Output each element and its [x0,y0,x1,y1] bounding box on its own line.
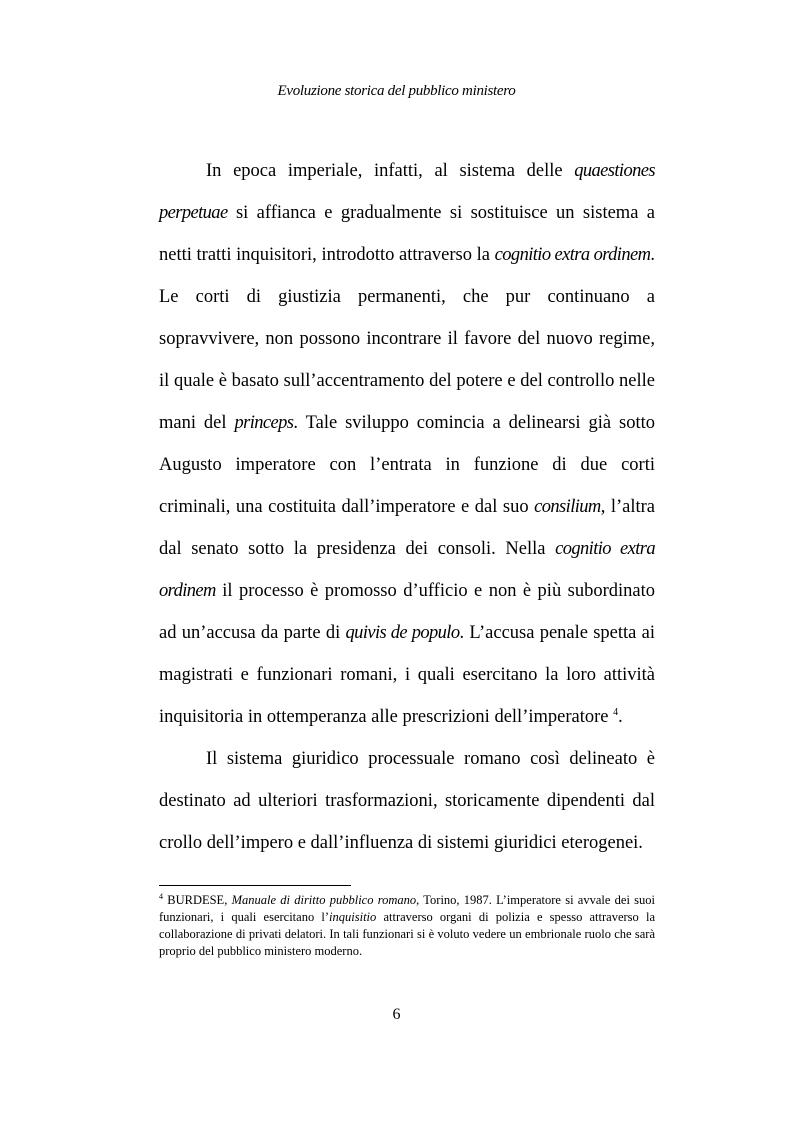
italic-term: quivis de populo [345,623,460,643]
italic-term: inquisitio [329,910,377,924]
running-header: Evoluzione storica del pubblico ministero [277,83,516,99]
text-run: il processo è promosso d’ufficio e non è più subordinato ad un’accusa da parte di [159,581,655,643]
paragraph [159,150,655,738]
italic-term: cognitio extra ordinem [494,245,651,265]
text-run: si affianca e gradualmente si sostituisce un sistema a netti tratti inquisitori, introdotto attraverso la [159,203,655,265]
footnote-marker: 4 [159,892,163,901]
text-run: , l’altra dal senato sotto la presidenza dei consoli. Nella [159,497,655,559]
text-run: , Torino, 1987. L’imperatore si avvale dei suoi funzionari, i quali esercitano l’ [159,893,655,924]
italic-term: quaestiones perpetuae [159,161,655,223]
italic-term: cognitio extra ordinem [159,539,655,601]
text-run: Il sistema giuridico processuale romano così delineato è destinato ad ulteriori trasformazioni, storicamente dipendenti dal crollo dell’impero e dall’influenza di sistemi giuridici eterogenei. [159,749,655,853]
text-run: BURDESE, [163,893,232,907]
italic-term: consilium [534,497,601,517]
text-run: . L’accusa penale spetta ai magistrati e funzionari romani, i quali esercitano la loro attività inquisitoria in ottemperanza alle prescrizioni dell’imperatore [159,623,655,727]
text-run: attraverso organi di polizia e spesso attraverso la collaborazione di privati delatori. In tali funzionari si è voluto vedere un embrionale ruolo che sarà proprio del pubblico ministero moderno. [159,910,656,958]
footnote-separator [159,885,351,886]
italic-term: Manuale di diritto pubblico romano [231,893,417,907]
body-text [159,150,655,864]
text-run: . [618,707,623,727]
italic-term: princeps [234,413,294,433]
text-run: . Tale sviluppo comincia a delinearsi già sotto Augusto imperatore con l’entrata in funzione di due corti criminali, una costituita dall’imperatore e dal suo [159,413,655,517]
page-number: 6 [392,1006,401,1023]
text-run: In epoca imperiale, infatti, al sistema delle [206,161,575,181]
footnote [159,892,655,960]
text-run: . Le corti di giustizia permanenti, che pur continuano a sopravvivere, non possono incontrare il favore del nuovo regime, il quale è basato sull’accentramento del potere e del controllo nelle mani del [159,245,655,433]
paragraph [159,738,655,864]
footnote-marker: 4 [613,707,619,718]
